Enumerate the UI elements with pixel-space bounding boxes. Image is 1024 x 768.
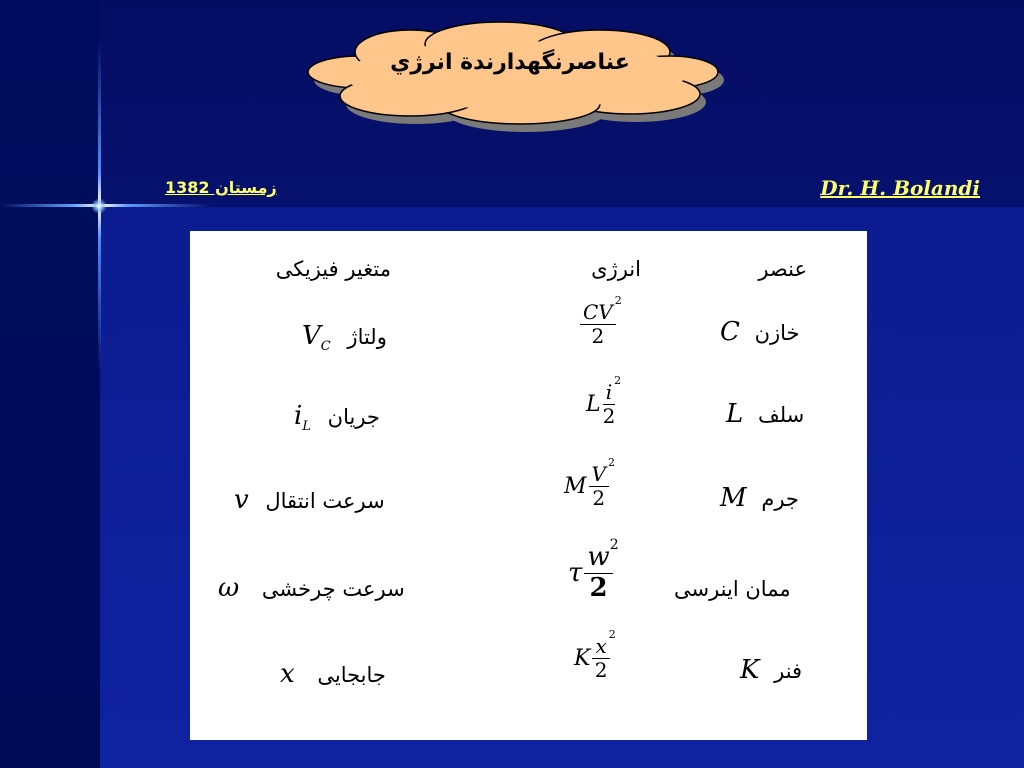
- variable-name: ولتاژ: [347, 325, 387, 349]
- element-symbol: M: [720, 483, 747, 513]
- variable-subscript: L: [302, 419, 311, 434]
- element-name: ممان اینرسی: [674, 577, 791, 601]
- light-flare-center: [91, 198, 107, 214]
- header-energy: انرژی: [591, 257, 641, 281]
- variable-symbol: v: [234, 485, 249, 515]
- slide-title: عناصرنگهدارندة انرژي: [390, 50, 630, 75]
- energy-formula: [574, 628, 616, 682]
- element-name: سلف: [757, 403, 805, 427]
- energy-numerator: x: [595, 634, 607, 658]
- variable-symbol: x: [280, 659, 295, 689]
- energy-exponent: 2: [609, 537, 619, 553]
- table-row-variable: [280, 659, 386, 692]
- header-element: عنصر: [758, 257, 807, 281]
- energy-numerator: V: [591, 462, 606, 486]
- energy-formula: [578, 294, 622, 348]
- energy-numerator: i: [605, 380, 613, 404]
- energy-denominator: 2: [592, 486, 606, 510]
- variable-name: جابجایی: [317, 663, 386, 687]
- left-background-strip: [0, 0, 100, 768]
- table-row-variable: [218, 573, 405, 606]
- energy-numerator: CV: [583, 300, 613, 324]
- energy-table: [190, 231, 867, 740]
- variable-symbol: V: [302, 321, 321, 351]
- date-label: زمستان 1382: [165, 178, 277, 197]
- energy-denominator: 2: [591, 324, 605, 348]
- header-variable: متغیر فیزیکی: [275, 257, 391, 281]
- author-label: Dr. H. Bolandi: [820, 176, 980, 200]
- energy-formula: [586, 374, 622, 428]
- table-row-element: [740, 655, 802, 685]
- table-row-element: [674, 573, 791, 603]
- energy-formula: [564, 456, 615, 510]
- element-name: خازن: [754, 321, 800, 345]
- table-row-variable: [294, 401, 380, 434]
- variable-symbol: i: [294, 401, 303, 431]
- energy-coef: L: [586, 392, 601, 417]
- energy-coef: τ: [568, 558, 583, 589]
- variable-name: سرعت انتقال: [265, 489, 385, 513]
- variable-name: سرعت چرخشی: [261, 577, 405, 601]
- energy-denominator: 2: [602, 404, 616, 428]
- element-symbol: C: [720, 317, 740, 347]
- energy-numerator: w: [587, 542, 610, 572]
- energy-exponent: 2: [608, 628, 616, 641]
- element-name: فنر: [774, 659, 803, 683]
- table-row-variable: [302, 321, 387, 354]
- element-symbol: K: [740, 655, 760, 685]
- energy-exponent: 2: [614, 374, 622, 387]
- element-symbol: L: [726, 399, 744, 429]
- cloud-shape: [300, 20, 740, 140]
- table-row-variable: [234, 485, 385, 518]
- energy-denominator: 2: [589, 572, 608, 603]
- table-row-element: [726, 399, 804, 429]
- variable-subscript: C: [320, 339, 331, 354]
- element-name: جرم: [761, 487, 799, 511]
- table-row-element: [720, 483, 799, 513]
- energy-coef: M: [564, 474, 587, 499]
- variable-name: جریان: [327, 405, 380, 429]
- energy-coef: K: [574, 646, 591, 671]
- energy-formula: [568, 537, 619, 604]
- energy-denominator: 2: [594, 658, 608, 682]
- energy-exponent: 2: [607, 456, 615, 469]
- title-cloud: [300, 20, 740, 140]
- energy-exponent: 2: [614, 294, 622, 307]
- table-row-element: [720, 317, 800, 347]
- variable-symbol: ω: [218, 573, 240, 603]
